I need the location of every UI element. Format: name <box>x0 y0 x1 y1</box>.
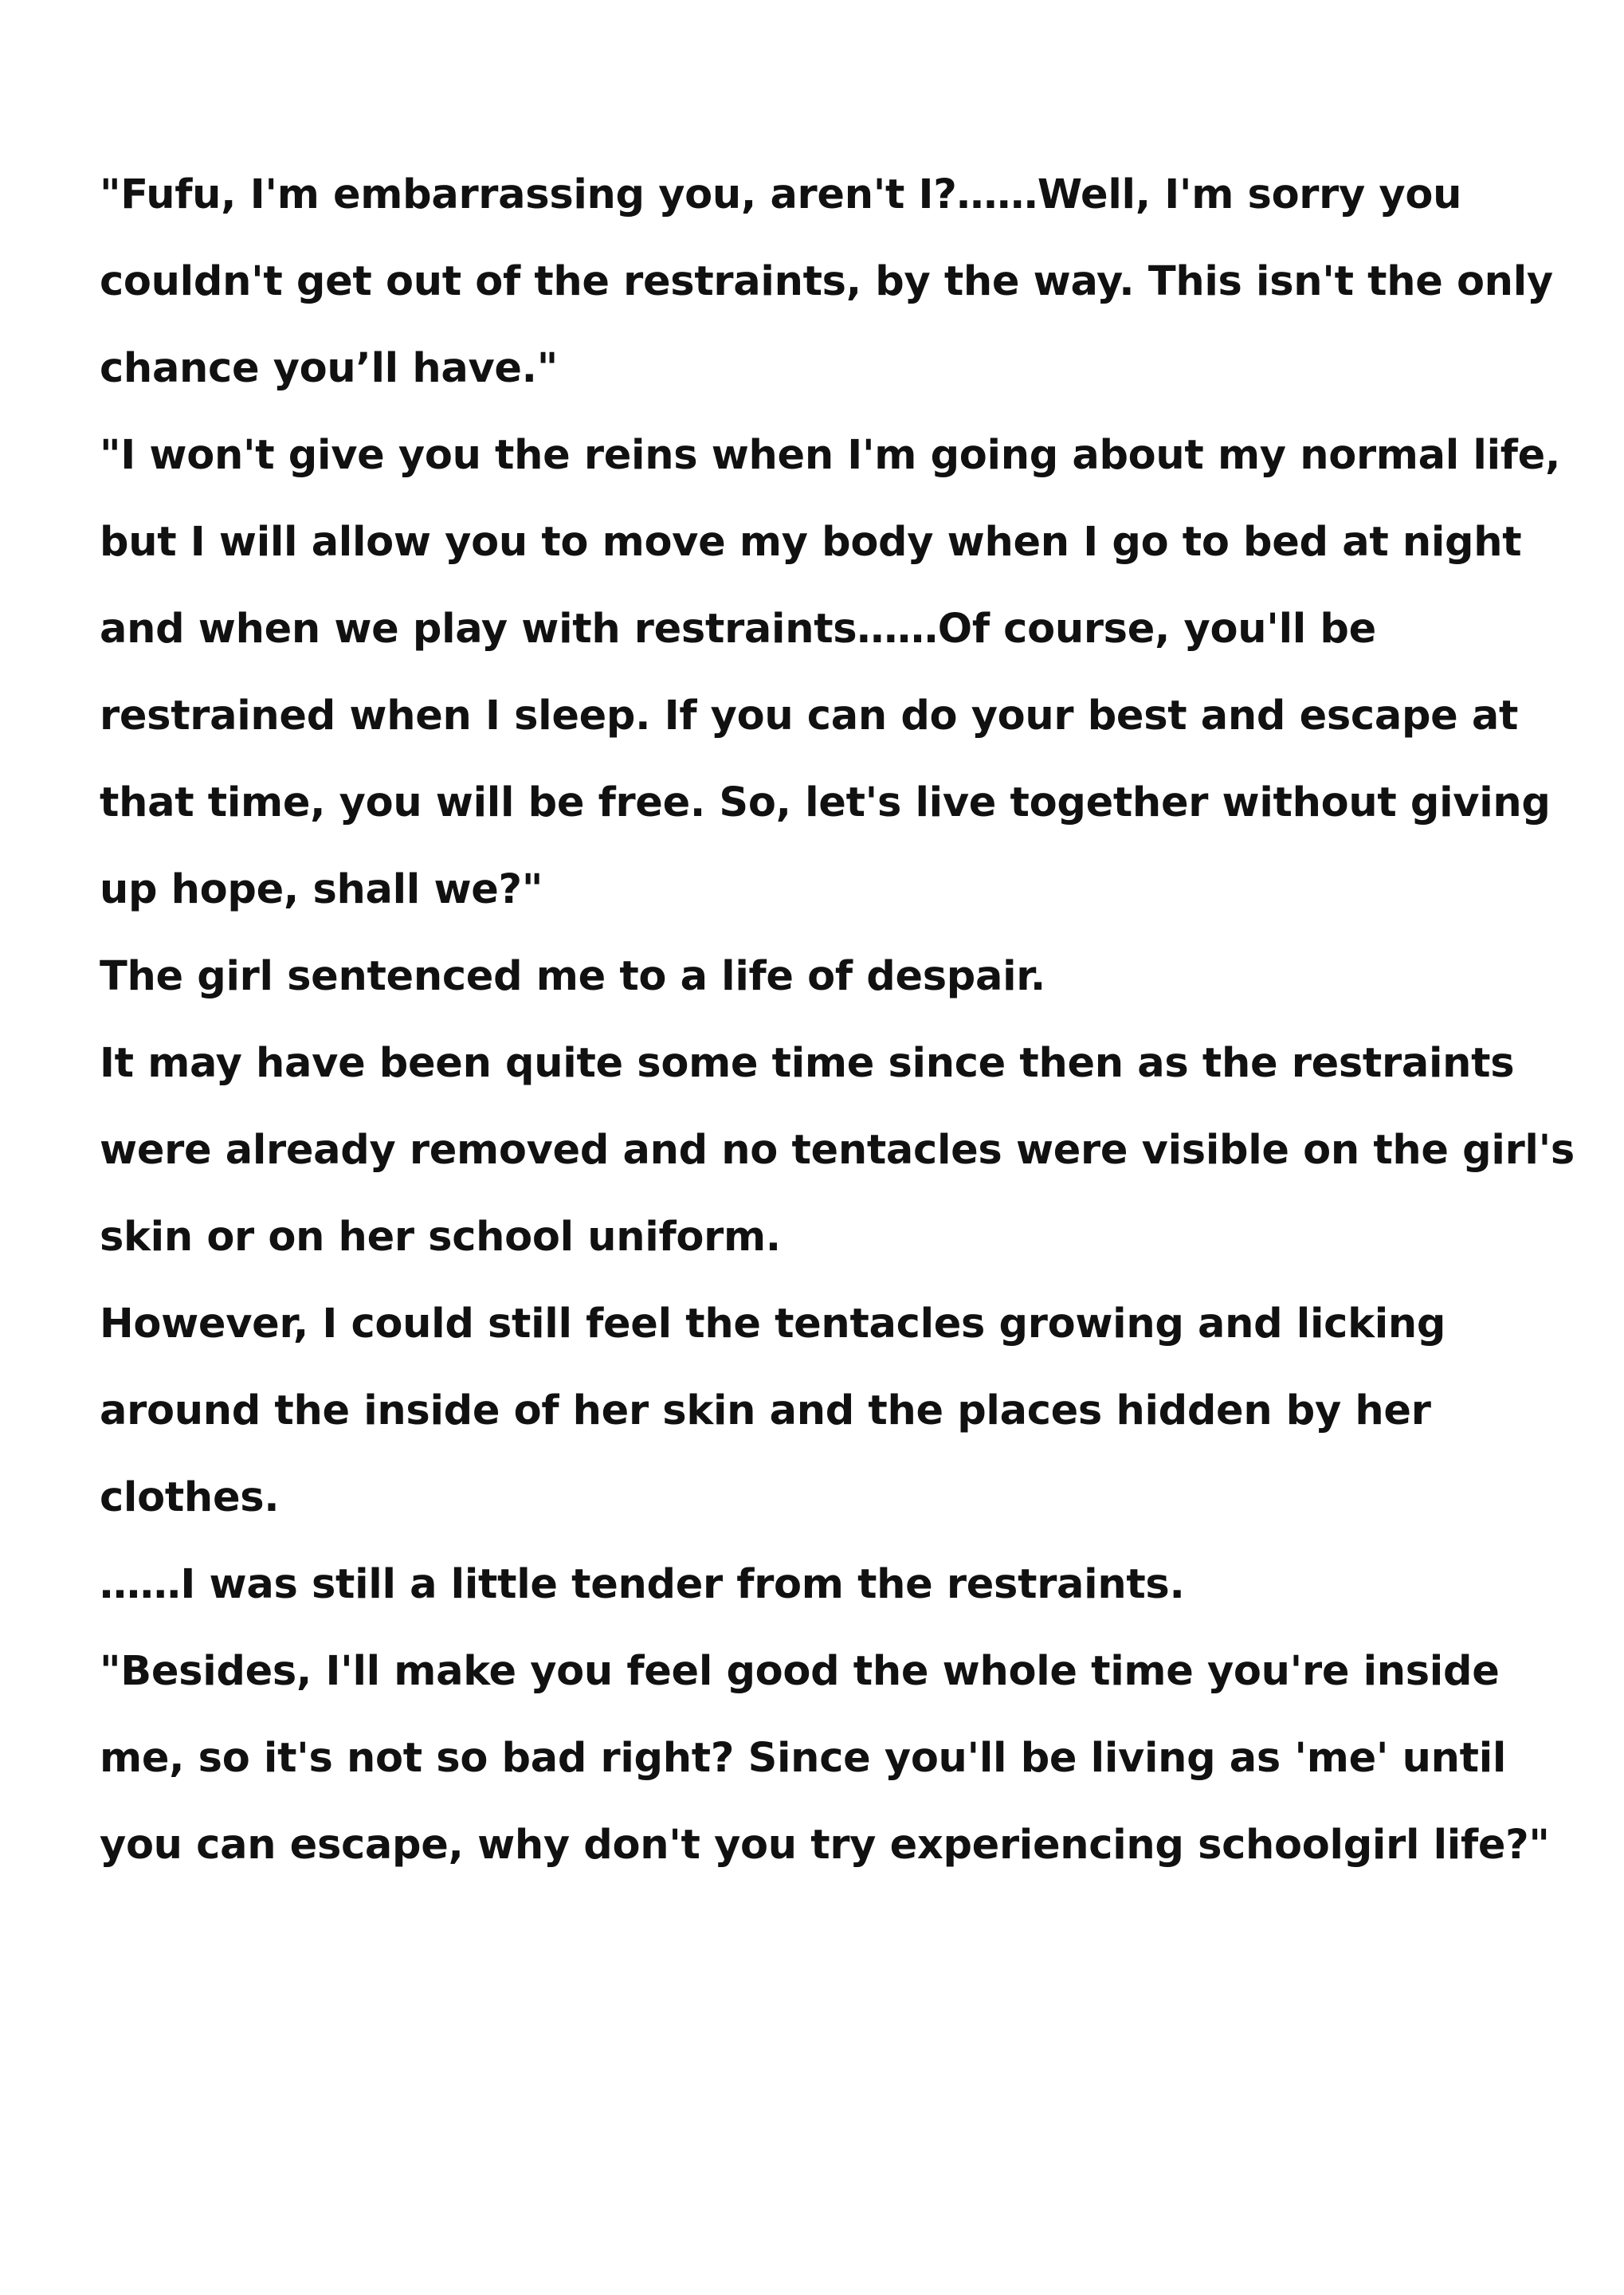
paragraph: "Fufu, I'm embarrassing you, aren't I?……Well, I'm sorry you couldn't get out of the restraints, by the way. This isn't the only chance you’ll have." <box>100 171 1553 392</box>
paragraph: It may have been quite some time since then as the restraints were already removed and no tentacles were visible on the girl's skin or on her school uniform. <box>100 1040 1575 1261</box>
paragraph: ……I was still a little tender from the restraints. <box>100 1561 1185 1608</box>
paragraph: However, I could still feel the tentacles growing and licking around the inside of her skin and the places hidden by her clothes. <box>100 1300 1446 1521</box>
paragraph: "Besides, I'll make you feel good the whole time you're inside me, so it's not so bad right? Since you'll be living as 'me' until you can escape, why don't you try experiencing schoolgirl life?" <box>100 1648 1550 1869</box>
paragraph: The girl sentenced me to a life of despair. <box>100 953 1045 1000</box>
paragraph: "I won't give you the reins when I'm going about my normal life, but I will allow you to move my body when I go to bed at night and when we play with restraints……Of course, you'll be restrained when I sleep. If you can do your best and escape at that time, you will be free. So, let's live together without giving up hope, shall we?" <box>100 432 1561 913</box>
body-text <box>100 151 1582 1889</box>
